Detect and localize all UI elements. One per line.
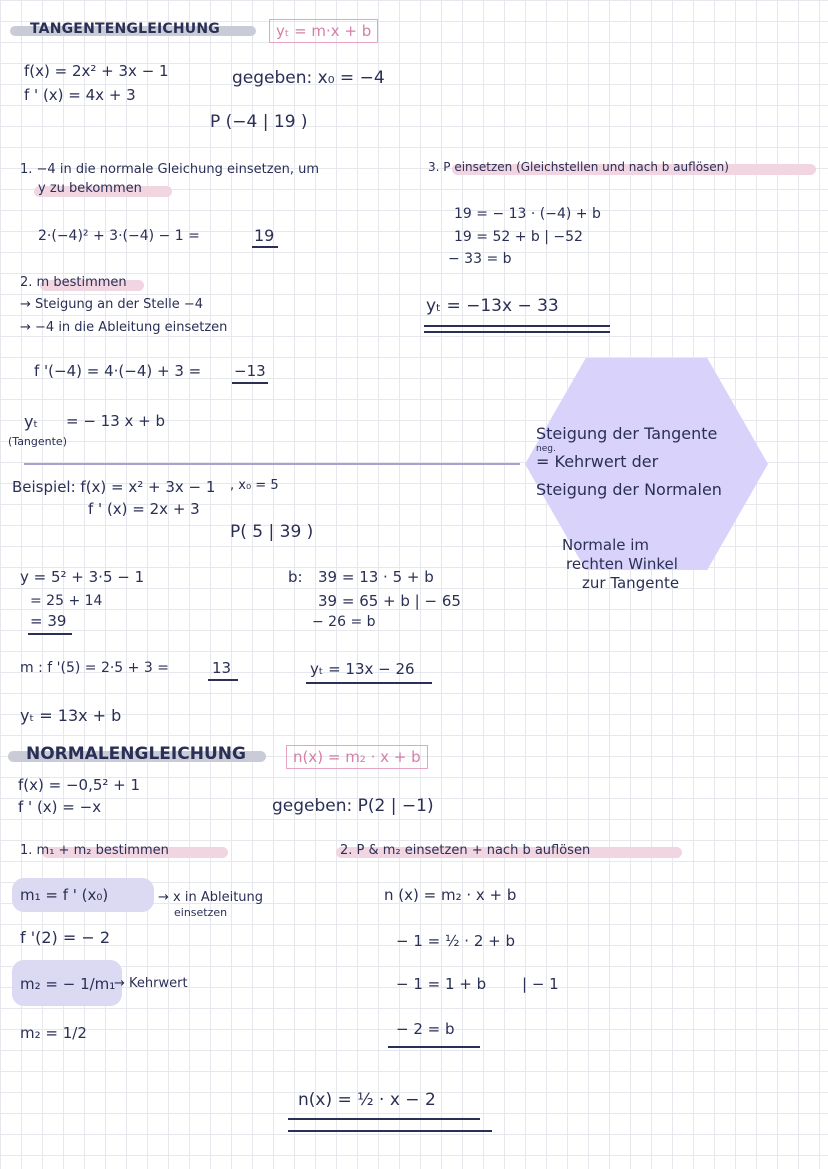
example-y2: = 25 + 14 [30,593,103,609]
normal-m1-note-b: einsetzen [174,906,228,919]
tangent-note: (Tangente) [8,435,67,448]
example-b-label: b: [288,568,303,586]
example-b2: 39 = 65 + b | − 65 [318,592,461,610]
example-y3-underline [28,633,72,635]
hexagon-neg-label: neg. [536,444,556,454]
normal-solve-2-op: | − 1 [522,975,559,993]
example-y3: = 39 [30,612,67,630]
example-function: Beispiel: f(x) = x² + 3x − 1 [12,478,216,496]
side-note-line1: Normale im [562,536,650,554]
normal-f2: f '(2) = − 2 [20,928,111,947]
side-note-line2: rechten Winkel [566,555,678,573]
normal-final-equation: n(x) = ½ · x − 2 [298,1090,436,1110]
normal-step2-title: 2. P & m₂ einsetzen + nach b auflösen [340,843,591,858]
tangent-final-underline-2 [424,331,610,333]
step2-line-b: → −4 in die Ableitung einsetzen [20,320,228,335]
step1-calc: 2·(−4)² + 3·(−4) − 1 = [38,228,200,244]
step2-underline [232,382,268,384]
normal-heading: NORMALENGLEICHUNG [26,744,246,764]
tangent-heading: TANGENTENGLEICHUNG [30,21,220,37]
example-point: P( 5 | 39 ) [230,522,314,542]
section-divider [24,463,520,465]
step3-line3: − 33 = b [448,251,512,267]
normal-given: gegeben: P(2 | −1) [272,796,434,816]
tangent-given: gegeben: x₀ = −4 [232,68,385,88]
tangent-function: f(x) = 2x² + 3x − 1 [24,62,169,80]
normal-m2-note: → Kehrwert [114,976,188,991]
normal-function: f(x) = −0,5² + 1 [18,776,141,794]
step1-result: 19 [254,226,275,245]
normal-final-underline-1 [288,1118,480,1120]
normal-derivative: f ' (x) = −x [18,798,102,816]
normal-formula-box: n(x) = m₂ · x + b [286,745,428,769]
step1-line2: y zu bekommen [38,181,142,196]
normal-m1: m₁ = f ' (x₀) [20,886,109,904]
tangent-yt-equation: = − 13 x + b [66,412,166,430]
tangent-final-equation: yₜ = −13x − 33 [426,296,559,316]
example-b3: − 26 = b [312,614,376,630]
example-y1: y = 5² + 3·5 − 1 [20,568,145,586]
tangent-point: P (−4 | 19 ) [210,112,308,132]
normal-m1-note-a: → x in Ableitung [158,890,264,905]
step2-title: 2. m bestimmen [20,275,127,290]
tangent-formula-box: yₜ = m·x + b [269,19,378,43]
normal-solve-3: − 2 = b [396,1020,455,1038]
example-yt-general: yₜ = 13x + b [20,706,122,725]
normal-m2-definition: m₂ = − 1/m₁ [20,975,116,993]
step3-title: 3. P einsetzen (Gleichstellen und nach b auflösen) [428,160,729,174]
hexagon-line2: = Kehrwert der [536,452,659,471]
step1-underline [252,246,278,248]
example-x0: , x₀ = 5 [230,478,279,493]
example-yt: yₜ = 13x − 26 [310,660,415,678]
step1-line1: 1. −4 in die normale Gleichung einsetzen, um [20,162,319,177]
example-m-calc: m : f '(5) = 2·5 + 3 = [20,660,169,676]
tangent-yt-label: yₜ [24,412,39,431]
example-m-underline [208,679,238,681]
tangent-derivative: f ' (x) = 4x + 3 [24,86,136,104]
normal-solve-2: − 1 = 1 + b [396,975,487,993]
normal-n-general: n (x) = m₂ · x + b [384,886,517,904]
example-m-result: 13 [212,659,232,677]
hexagon-line1: Steigung der Tangente [536,424,718,443]
normal-final-underline-2 [288,1130,492,1132]
normal-solve-3-underline [388,1046,480,1048]
side-note-line3: zur Tangente [582,574,680,592]
hexagon-line3: Steigung der Normalen [536,480,722,499]
normal-solve-1: − 1 = ½ · 2 + b [396,932,515,950]
normal-m2-value: m₂ = 1/2 [20,1024,87,1042]
step2-result: −13 [234,362,266,380]
example-b1: 39 = 13 · 5 + b [318,568,434,586]
normal-step1-title: 1. m₁ + m₂ bestimmen [20,843,169,858]
example-derivative: f ' (x) = 2x + 3 [88,500,200,518]
example-yt-underline [306,682,432,684]
step2-calc: f '(−4) = 4·(−4) + 3 = [34,362,202,380]
step3-line2: 19 = 52 + b | −52 [454,229,583,245]
step3-line1: 19 = − 13 · (−4) + b [454,206,601,222]
step2-line-a: → Steigung an der Stelle −4 [20,297,204,312]
tangent-final-underline-1 [424,325,610,327]
